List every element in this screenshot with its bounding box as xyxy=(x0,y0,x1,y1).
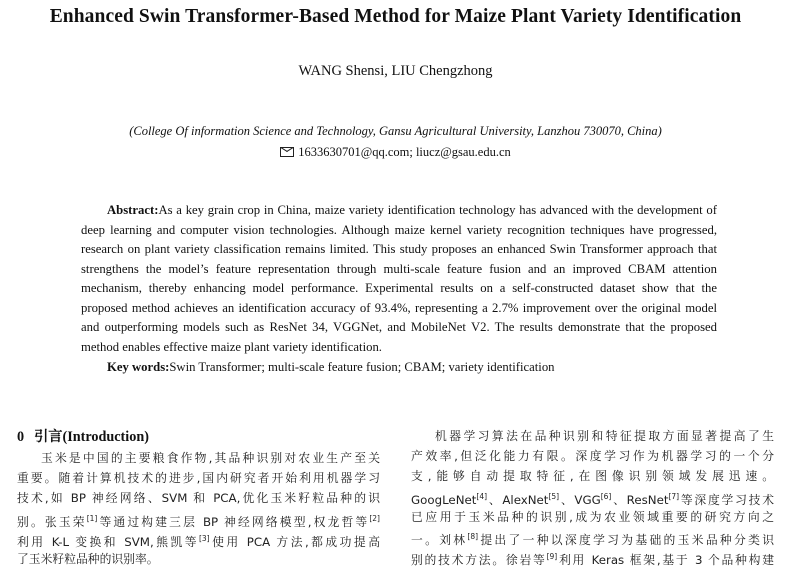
citation-marker: [6] xyxy=(600,491,612,501)
body-line: 技术,如 BP 神经网络、SVM 和 PCA,优化玉米籽粒品种的识 xyxy=(17,491,380,506)
citation-marker: [7] xyxy=(668,491,680,501)
body-line: 别的技术方法。徐岩等[9]利用 Keras 框架,基于 3 个品种构建 xyxy=(411,552,774,566)
section-number: 0 xyxy=(17,429,25,445)
body-line: 了玉米籽粒品种的识别率。 xyxy=(17,551,159,566)
right-column xyxy=(411,426,774,566)
paper-authors: WANG Shensi, LIU Chengzhong xyxy=(298,63,493,79)
abstract-text: As a key grain crop in China, maize variety identification technology has advanced with the development of deep learning and computer vision technologies. Although maize kernel variety recognition techniques have progressed, research on plant variety classification remains limited. This study proposes an enhanced Swin Transformer approach that strengthens the model’s feature representation through multi-scale feature fusion and an improved CBAM attention mechanism, thereby enhancing model performance. Experimental results on a self-constructed dataset show that the proposed method achieves an identification accuracy of 93.4%, representing a 2.7% improvement over the original model and outperforming models such as ResNet 34, VGGNet, and MobileNet V2. The results demonstrate that the proposed method enables effective maize plant variety identification. xyxy=(81,203,717,354)
body-line: 一。刘林[8]提出了一种以深度学习为基础的玉米品种分类识 xyxy=(411,531,774,547)
section-heading xyxy=(17,426,380,448)
body-line: GoogLeNet[4]、AlexNet[5]、VGG[6]、ResNet[7]等深度学习技术 xyxy=(411,491,774,507)
abstract-paragraph xyxy=(81,201,717,357)
section-title-cn: 引言 xyxy=(34,429,63,445)
citation-marker: [1] xyxy=(86,513,98,523)
keywords-text: Swin Transformer; multi-scale feature fusion; CBAM; variety identification xyxy=(169,360,555,374)
citation-marker: [8] xyxy=(467,531,479,541)
envelope-icon xyxy=(280,147,294,157)
left-column xyxy=(17,426,380,566)
body-line: 机器学习算法在品种识别和特征提取方面显著提高了生 xyxy=(435,429,774,443)
body-line: 产效率,但泛化能力有限。深度学习作为机器学习的一个分 xyxy=(411,449,774,464)
citation-marker: [3] xyxy=(198,533,210,543)
abstract xyxy=(81,201,717,357)
body-line: 玉米是中国的主要粮食作物,其品种识别对农业生产至关 xyxy=(41,451,380,465)
citation-marker: [4] xyxy=(476,491,488,501)
paper-title: Enhanced Swin Transformer-Based Method for Maize Plant Variety Identification xyxy=(49,6,742,27)
body-line: 已应用于玉米品种的识别,成为农业领域重要的研究方向之 xyxy=(411,509,774,524)
body-line: 利用 K-L 变换和 SVM,熊凯等[3]使用 PCA 方法,都成功提高 xyxy=(17,533,380,549)
author-email: 1633630701@qq.com; liucz@gsau.edu.cn xyxy=(298,145,511,159)
citation-marker: [9] xyxy=(546,552,558,562)
body-line: 重要。随着计算机技术的进步,国内研究者开始利用机器学习 xyxy=(17,471,380,486)
citation-marker: [5] xyxy=(548,491,560,501)
section-title-en: (Introduction) xyxy=(62,429,149,445)
keywords xyxy=(107,360,555,375)
keywords-label: Key words: xyxy=(107,360,170,374)
paper-affiliation: (College Of information Science and Technology, Gansu Agricultural University, Lanzhou 730070, China) xyxy=(129,124,662,138)
body-line: 别。张玉荣[1]等通过构建三层 BP 神经网络模型,权龙哲等[2] xyxy=(17,513,380,529)
citation-marker: [2] xyxy=(369,513,380,523)
author-email-line xyxy=(0,145,791,160)
body-line: 支,能够自动提取特征,在图像识别领域发展迅速。 xyxy=(411,469,774,484)
abstract-label: Abstract: xyxy=(107,203,159,217)
